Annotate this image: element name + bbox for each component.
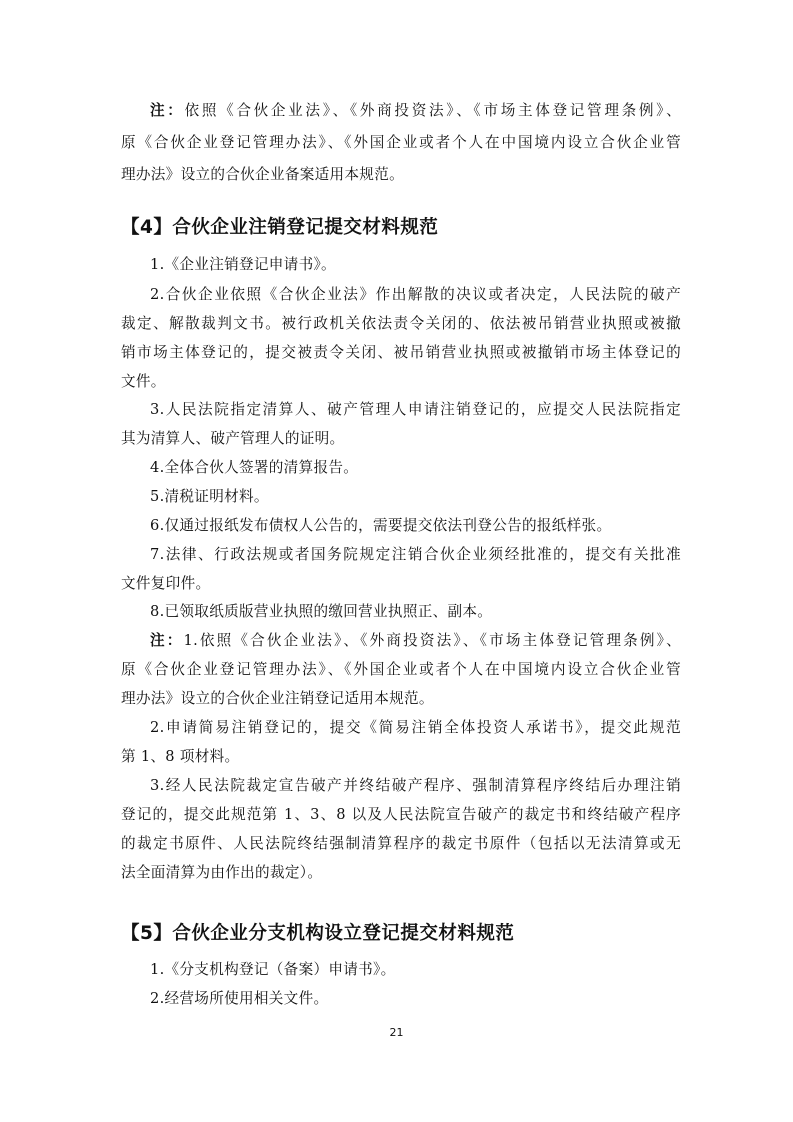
note-text: 1.依照《合伙企业法》、《外商投资法》、《市场主体登记管理条例》、 <box>183 632 681 649</box>
list-item: 2.合伙企业依照《合伙企业法》作出解散的决议或者决定，人民法院的破产 <box>150 286 681 303</box>
list-item: 3.人民法院指定清算人、破产管理人申请注销登记的，应提交人民法院指定 <box>150 401 681 418</box>
page-number: 21 <box>389 1026 404 1039</box>
note-paragraph-line <box>150 631 681 651</box>
list-item: 7.法律、行政法规或者国务院规定注销合伙企业须经批准的，提交有关批准 <box>150 546 681 563</box>
list-item: 1.《企业注销登记申请书》。 <box>150 256 336 273</box>
section-heading: 【5】合伙企业分支机构设立登记提交材料规范 <box>121 923 515 944</box>
note-paragraph-line: 法全面清算为由作出的裁定）。 <box>121 864 323 881</box>
list-item: 1.《分支机构登记（备案）申请书》。 <box>150 961 396 978</box>
note-paragraph-line: 的裁定书原件、人民法院终结强制清算程序的裁定书原件（包括以无法清算或无 <box>121 835 681 852</box>
note-paragraph-line: 登记的，提交此规范第 1、3、8 以及人民法院宣告破产的裁定书和终结破产程序 <box>121 806 681 823</box>
list-item-continuation: 裁定、解散裁判文书。被行政机关依法责令关闭的、依法被吊销营业执照或被撤 <box>121 315 681 332</box>
note-paragraph-line: 理办法》设立的合伙企业注销登记适用本规范。 <box>121 690 434 707</box>
list-item: 4.全体合伙人签署的清算报告。 <box>150 459 359 476</box>
list-item: 6.仅通过报纸发布债权人公告的，需要提交依法刊登公告的报纸样张。 <box>150 517 612 534</box>
note-text: 依照《合伙企业法》、《外商投资法》、《市场主体登记管理条例》、 <box>184 102 681 119</box>
list-item-continuation: 文件复印件。 <box>121 575 211 592</box>
list-item-continuation: 其为清算人、破产管理人的证明。 <box>121 430 345 447</box>
list-item-continuation: 文件。 <box>121 373 166 390</box>
list-item: 8.已领取纸质版营业执照的缴回营业执照正、副本。 <box>150 603 493 620</box>
section-heading: 【4】合伙企业注销登记提交材料规范 <box>121 217 439 238</box>
note-paragraph-line: 3.经人民法院裁定宣告破产并终结破产程序、强制清算程序终结后办理注销 <box>150 777 681 794</box>
note-paragraph-line: 理办法》设立的合伙企业备案适用本规范。 <box>121 166 404 183</box>
list-item-continuation: 销市场主体登记的，提交被责令关闭、被吊销营业执照或被撤销市场主体登记的 <box>121 344 681 361</box>
note-paragraph-line <box>150 101 681 121</box>
note-paragraph-line: 原《合伙企业登记管理办法》、《外国企业或者个人在中国境内设立合伙企业管 <box>121 134 681 151</box>
note-label: 注： <box>150 102 185 119</box>
note-paragraph-line: 2.申请简易注销登记的，提交《简易注销全体投资人承诺书》，提交此规范 <box>150 719 681 736</box>
note-paragraph-line: 第 1、8 项材料。 <box>121 748 240 765</box>
note-paragraph-line: 原《合伙企业登记管理办法》、《外国企业或者个人在中国境内设立合伙企业管 <box>121 661 681 678</box>
note-label: 注： <box>150 632 184 649</box>
list-item: 5.清税证明材料。 <box>150 488 269 505</box>
list-item: 2.经营场所使用相关文件。 <box>150 990 329 1007</box>
